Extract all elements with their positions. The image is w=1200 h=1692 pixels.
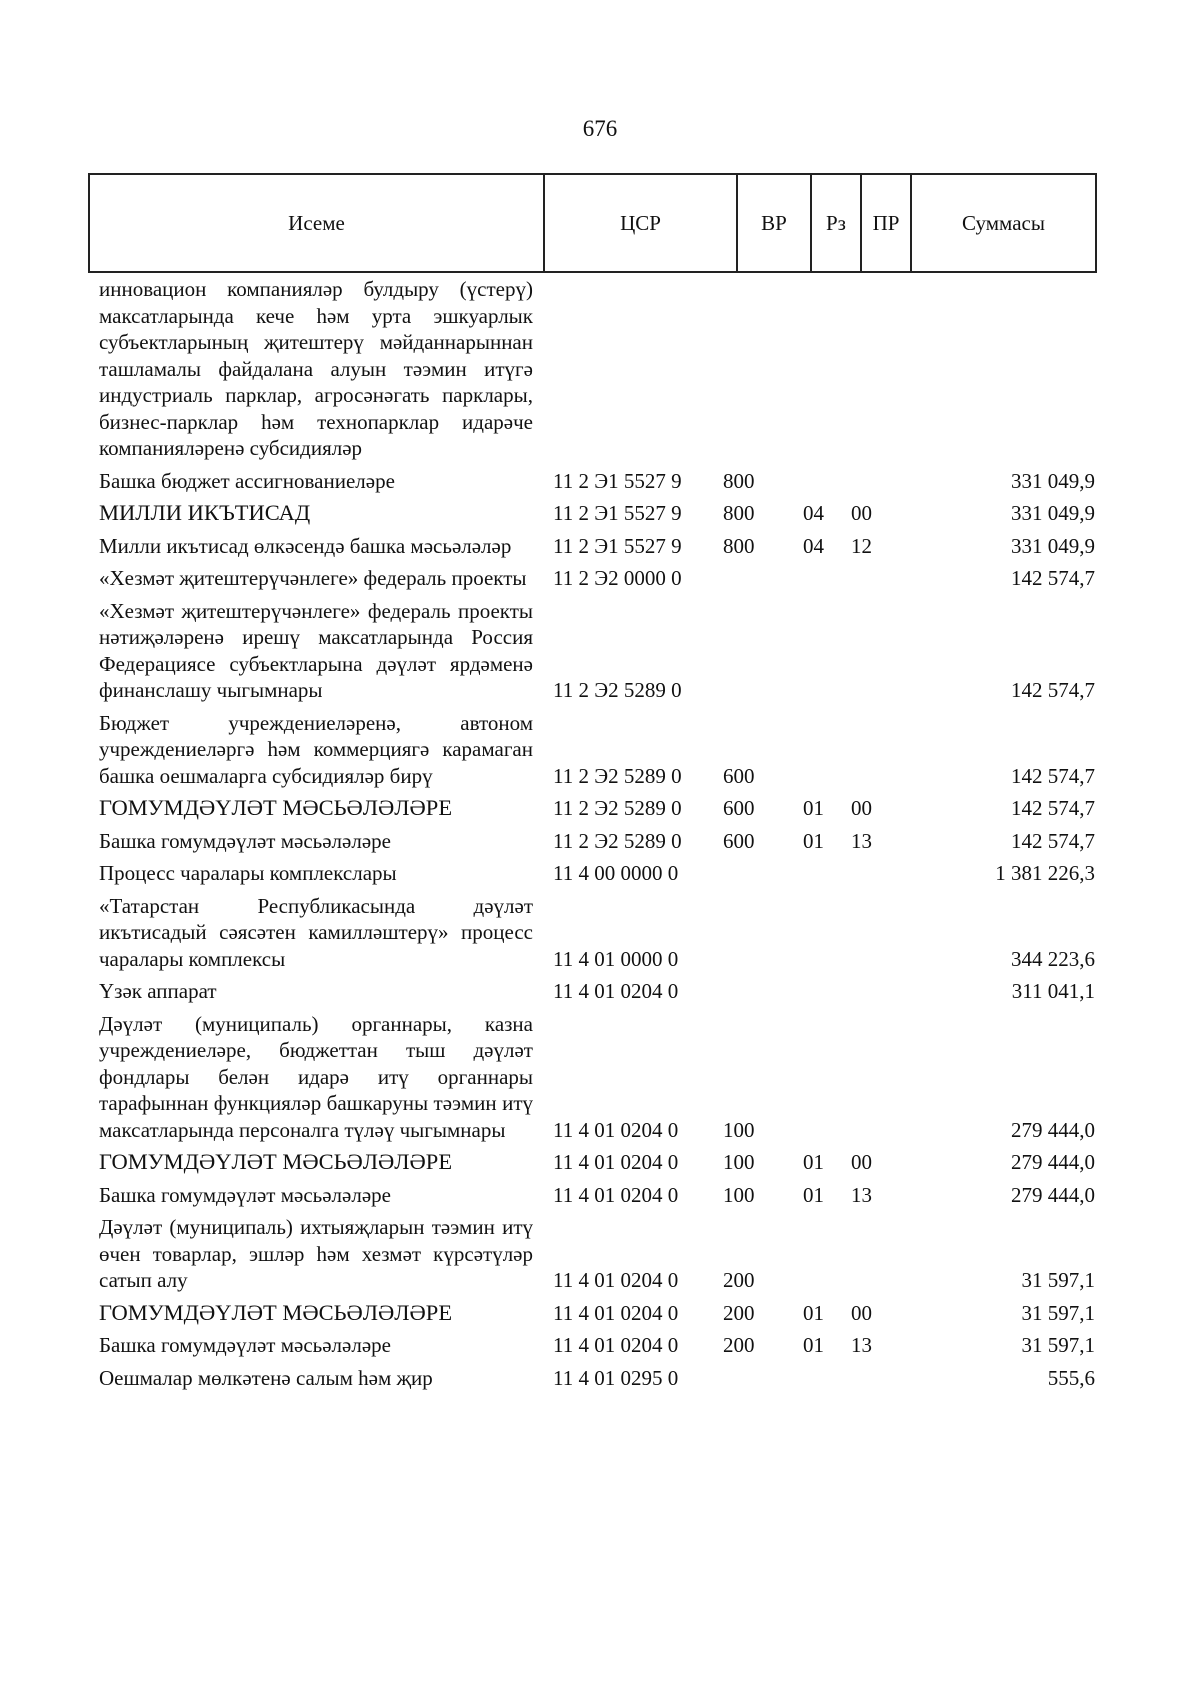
- row-sum: 279 444,0: [1011, 1117, 1095, 1142]
- row-sum: 31 597,1: [1021, 1333, 1095, 1357]
- table-row: [99, 795, 1097, 822]
- row-rz: 01: [803, 1150, 824, 1174]
- row-sum: 142 574,7: [1011, 763, 1095, 788]
- row-name: ГОМУМДӘҮЛӘТ МӘСЬӘЛӘЛӘРЕ: [99, 1149, 453, 1174]
- row-pr: 00: [851, 501, 872, 525]
- row-csr: 11 2 Э2 5289 0: [553, 796, 682, 820]
- row-csr: 11 2 Э2 5289 0: [553, 763, 682, 788]
- row-csr: 11 4 00 0000 0: [553, 861, 679, 885]
- row-csr: 11 4 01 0204 0: [553, 1268, 679, 1292]
- row-name: Башка гомумдәүләт мәсьәләләре: [99, 828, 391, 853]
- page-number: 676: [582, 116, 618, 141]
- row-name: Дәүләт (муниципаль) органнары, казна учреждениеләре, бюджеттан тыш дәүләт фондлары белән идарә итү органнары тарафыннан функцияләр башкаруны тәэмин итү максатларында персоналга түләү чыгымнары: [99, 1011, 533, 1142]
- table-row: [99, 276, 1097, 462]
- row-rz: 01: [803, 1333, 824, 1357]
- table-row: [99, 1214, 1097, 1294]
- row-csr: 11 4 01 0000 0: [553, 946, 679, 971]
- row-vr: 800: [723, 468, 755, 493]
- row-csr: 11 2 Э1 5527 9: [553, 533, 682, 558]
- row-pr: 13: [851, 828, 872, 853]
- row-pr: 00: [851, 1300, 872, 1325]
- row-vr: 600: [723, 796, 755, 820]
- row-sum: 344 223,6: [1011, 946, 1095, 971]
- header-rz: Рз: [810, 175, 860, 271]
- row-pr: 00: [851, 1150, 872, 1174]
- row-sum: 311 041,1: [1011, 979, 1095, 1003]
- table-row: [99, 828, 1097, 855]
- row-sum: 142 574,7: [1011, 566, 1095, 590]
- table-header: [88, 173, 1097, 273]
- row-vr: 600: [723, 763, 755, 788]
- row-name: Башка бюджет ассигнованиеләре: [99, 468, 395, 493]
- table-row: [99, 860, 1097, 887]
- table-row: [99, 1365, 1097, 1392]
- row-csr: 11 2 Э1 5527 9: [553, 468, 682, 493]
- row-vr: 200: [723, 1300, 755, 1325]
- table-row: [99, 1011, 1097, 1144]
- row-sum: 31 597,1: [1021, 1300, 1095, 1325]
- row-name: Бюджет учреждениеләренә, автоном учреждениеләргә һәм коммерциягә карамаган башка оешмаларга субсидияләр бирү: [99, 710, 533, 788]
- row-csr: 11 4 01 0204 0: [553, 1182, 679, 1207]
- row-name: Милли икътисад өлкәсендә башка мәсьәләләр: [99, 533, 512, 558]
- row-name: инновацион компанияләр булдыру (үстерү) максатларында кече һәм урта эшкуарлык субъектларының җитештерү мәйданнарыннан ташламалы файдалана алуын тәэмин итүгә индустриаль парклар, агросәнәгать парклары, бизнес-парклар һәм технопарклар идарәче компанияләренә субсидияләр: [99, 277, 533, 460]
- row-pr: 13: [851, 1333, 872, 1357]
- row-sum: 142 574,7: [1011, 678, 1095, 702]
- row-csr: 11 4 01 0204 0: [553, 979, 679, 1003]
- table-row: [99, 598, 1097, 704]
- row-vr: 200: [723, 1268, 755, 1292]
- table-row: [99, 500, 1097, 527]
- table-row: [99, 1149, 1097, 1176]
- row-csr: 11 4 01 0204 0: [553, 1333, 679, 1357]
- row-csr: 11 4 01 0295 0: [553, 1365, 679, 1390]
- header-vr: ВР: [736, 175, 810, 271]
- header-sum: Суммасы: [910, 175, 1095, 271]
- row-rz: 01: [803, 1182, 824, 1207]
- row-vr: 800: [723, 533, 755, 558]
- row-csr: 11 2 Э2 5289 0: [553, 828, 682, 853]
- row-csr: 11 4 01 0204 0: [553, 1117, 679, 1142]
- table-body: [99, 276, 1097, 1397]
- row-vr: 100: [723, 1117, 755, 1142]
- row-sum: 331 049,9: [1011, 533, 1095, 558]
- row-csr: 11 2 Э2 0000 0: [553, 566, 682, 590]
- table-row: [99, 978, 1097, 1005]
- row-name: «Татарстан Республикасында дәүләт икътисадый сәясәтен камилләштерү» процесс чаралары комплексы: [99, 893, 533, 971]
- table-row: [99, 533, 1097, 560]
- row-name: Үзәк аппарат: [99, 979, 217, 1003]
- row-name: ГОМУМДӘҮЛӘТ МӘСЬӘЛӘЛӘРЕ: [99, 795, 453, 820]
- row-name: Башка гомумдәүләт мәсьәләләре: [99, 1333, 391, 1357]
- row-csr: 11 4 01 0204 0: [553, 1150, 679, 1174]
- row-rz: 01: [803, 828, 824, 853]
- row-vr: 100: [723, 1150, 755, 1174]
- row-sum: 555,6: [1047, 1365, 1095, 1390]
- row-name: Процесс чаралары комплекслары: [99, 861, 397, 885]
- row-sum: 1 381 226,3: [995, 861, 1095, 885]
- row-csr: 11 4 01 0204 0: [553, 1300, 679, 1325]
- row-pr: 00: [851, 796, 872, 820]
- row-csr: 11 2 Э1 5527 9: [553, 501, 682, 525]
- row-name: ГОМУМДӘҮЛӘТ МӘСЬӘЛӘЛӘРЕ: [99, 1299, 453, 1325]
- table-row: [99, 1182, 1097, 1209]
- row-name: МИЛЛИ ИКЪТИСАД: [99, 500, 311, 525]
- row-pr: 13: [851, 1182, 872, 1207]
- row-sum: 279 444,0: [1011, 1150, 1095, 1174]
- table-row: [99, 1300, 1097, 1327]
- table-row: [99, 1332, 1097, 1359]
- table-row: [99, 710, 1097, 790]
- row-sum: 31 597,1: [1021, 1268, 1095, 1292]
- row-csr: 11 2 Э2 5289 0: [553, 678, 682, 702]
- table-row: [99, 893, 1097, 973]
- header-name: Исеме: [288, 210, 345, 235]
- row-vr: 100: [723, 1182, 755, 1207]
- row-vr: 800: [723, 501, 755, 525]
- row-sum: 331 049,9: [1011, 501, 1095, 525]
- row-pr: 12: [851, 533, 872, 558]
- header-csr: ЦСР: [543, 175, 736, 271]
- row-sum: 279 444,0: [1011, 1182, 1095, 1207]
- row-sum: 331 049,9: [1011, 468, 1095, 493]
- row-sum: 142 574,7: [1011, 828, 1095, 853]
- table-row: [99, 565, 1097, 592]
- row-name: Дәүләт (муниципаль) ихтыяҗларын тәэмин итү өчен товарлар, эшләр һәм хезмәт күрсәтүләр сатып алу: [99, 1215, 533, 1292]
- row-sum: 142 574,7: [1011, 796, 1095, 820]
- row-rz: 01: [803, 1300, 824, 1325]
- row-vr: 200: [723, 1333, 755, 1357]
- row-rz: 04: [803, 501, 824, 525]
- row-rz: 04: [803, 533, 824, 558]
- row-vr: 600: [723, 828, 755, 853]
- table-row: [99, 468, 1097, 495]
- row-name: Оешмалар мөлкәтенә салым һәм җир: [99, 1365, 433, 1390]
- header-pr: ПР: [860, 175, 910, 271]
- row-rz: 01: [803, 796, 824, 820]
- row-name: «Хезмәт җитештерүчәнлеге» федераль проекты: [99, 566, 527, 590]
- row-name: «Хезмәт җитештерүчәнлеге» федераль проекты нәтиҗәләренә ирешү максатларында Россия Федерациясе субъектларына дәүләт ярдәменә финанслашу чыгымнары: [99, 598, 533, 702]
- row-name: Башка гомумдәүләт мәсьәләләре: [99, 1182, 391, 1207]
